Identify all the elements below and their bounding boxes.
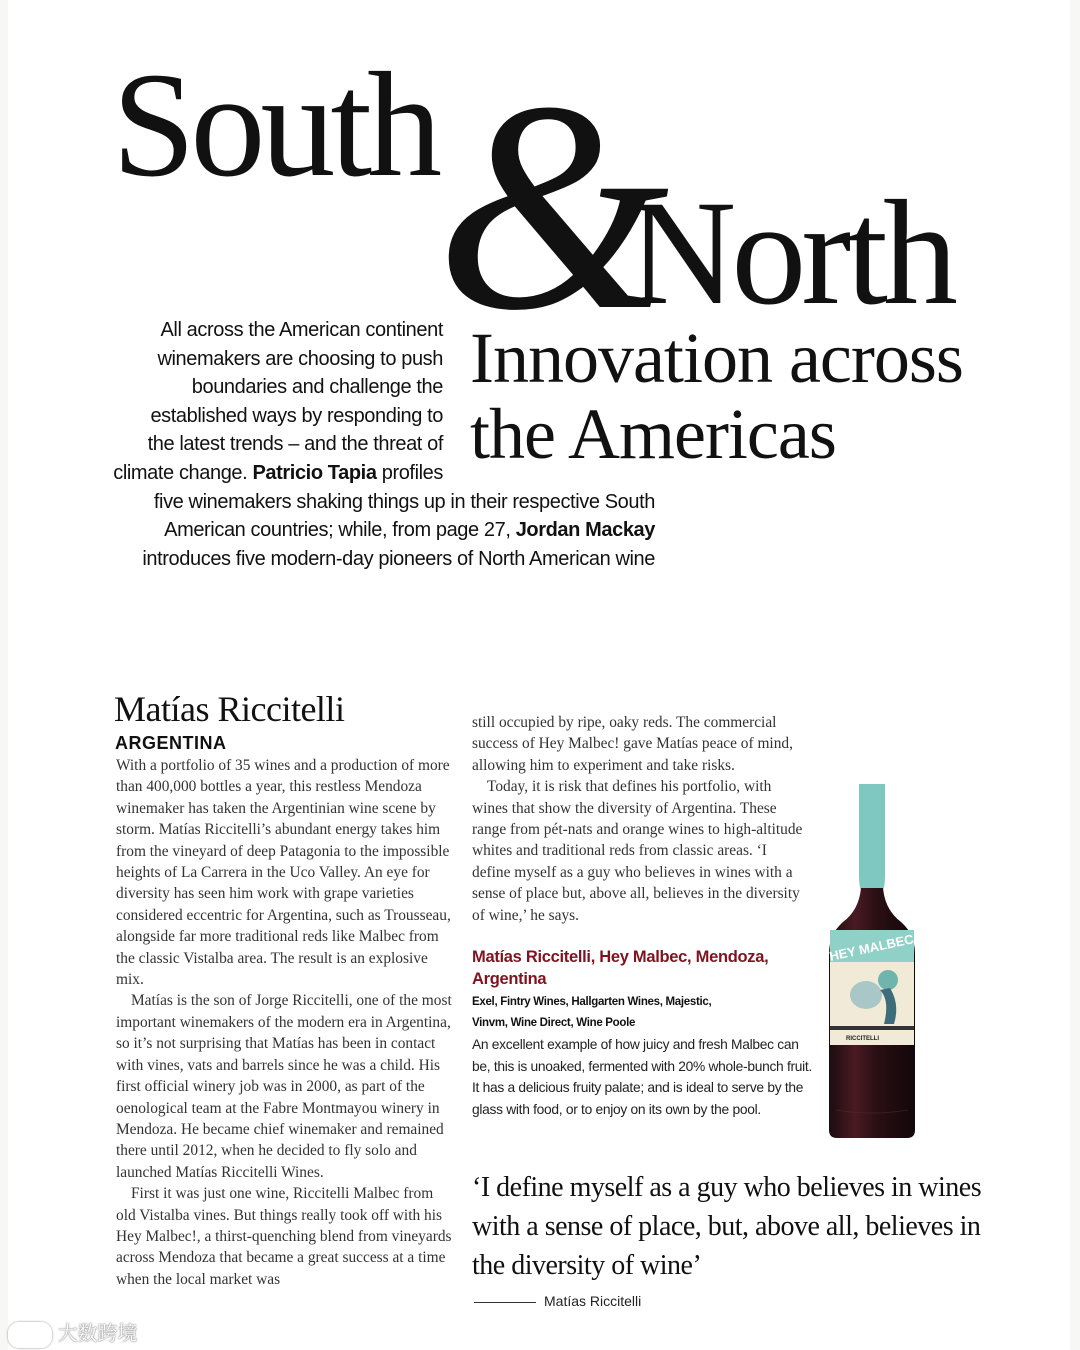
- wine-bottle-image: [826, 780, 918, 1140]
- standfirst-line: the latest trends – and the threat of: [147, 433, 443, 456]
- headline-south: South: [112, 42, 438, 208]
- author-jordan-mackay: Jordan Mackay: [515, 519, 655, 542]
- standfirst-line: boundaries and challenge the: [191, 376, 443, 399]
- pull-quote-rule: [474, 1302, 536, 1303]
- bottle-label-text: HEY MALBEC: [827, 931, 915, 964]
- standfirst-text: American countries; while, from page 27,: [164, 519, 516, 542]
- headline-ampersand: &: [436, 40, 670, 372]
- standfirst-line: established ways by responding to: [150, 404, 443, 427]
- body-column-left: [116, 755, 452, 1290]
- wine-pick-stockists: Exel, Fintry Wines, Hallgarten Wines, Majestic, Vinvm, Wine Direct, Wine Poole: [472, 996, 712, 1029]
- body-column-right: [472, 712, 808, 926]
- watermark-text: 大数跨境: [57, 1323, 138, 1345]
- standfirst-line: [103, 516, 655, 545]
- headline-north: North: [628, 170, 953, 336]
- pull-quote-author: Matías Riccitelli: [544, 1293, 642, 1309]
- standfirst-text: profiles: [376, 461, 443, 484]
- bottle-brand-text: RICCITELLI: [846, 1036, 879, 1042]
- watermark-logo-icon: [8, 1322, 52, 1348]
- body-paragraph: still occupied by ripe, oaky reds. The commercial success of Hey Malbec! gave Matías peace of mind, allowing him to experiment and take risks.: [472, 714, 793, 774]
- body-paragraph: First it was just one wine, Riccitelli Malbec from old Vistalba vines. But things really took off with his Hey Malbec!, a thirst-quenching blend from vineyards across Mendoza that became a great success at a time when the local market was: [116, 1185, 452, 1288]
- body-paragraph: Today, it is risk that defines his portfolio, with wines that show the diversity of Argentina. These range from pét-nats and orange wines to high-altitude whites and traditional reds from classic areas. ‘I define myself as a guy who believes in wines with a sense of place but, above all, believes in the diversity of wine,’ he says.: [472, 778, 803, 924]
- standfirst-line: introduces five modern-day pioneers of North American wine: [142, 547, 655, 570]
- body-paragraph: With a portfolio of 35 wines and a production of more than 400,000 bottles a year, this restless Mendoza winemaker has taken the Argentinian wine scene by storm. Matías Riccitelli’s abundant energy takes him from the vineyard of deep Patagonia to the impossible heights of La Carrera in the Uco Valley. An eye for diversity has seen him work with grape varieties considered eccentric for Argentina, such as Trousseau, alongside far more traditional reds like Malbec from the classic Vistalba area. The result is an explosive mix.: [116, 757, 451, 989]
- standfirst-text: climate change.: [113, 461, 253, 484]
- bottle-capsule: [859, 784, 885, 890]
- standfirst: [103, 316, 655, 573]
- subtitle-line-1: Innovation across: [470, 318, 963, 398]
- standfirst-line: [103, 459, 655, 488]
- pull-quote: ‘I define myself as a guy who believes in wines with a sense of place, but, above all, believes in the diversity of wine’: [472, 1172, 982, 1281]
- magazine-page: [8, 0, 1070, 1350]
- standfirst-line: All across the American continent: [160, 319, 443, 341]
- body-paragraph: Matías is the son of Jorge Riccitelli, one of the most important winemakers of the modern era in Argentina, so it’s not surprising that Matías has been in contact with vines, vats and barrels since he was a child. His first official winery job was in 2000, as part of the oenological team at the Fabre Montmayou winery in Mendoza. He became chief winemaker and remained there until 2012, when he decided to fly solo and launched Matías Riccitelli Wines.: [116, 992, 452, 1181]
- standfirst-line: five winemakers shaking things up in their respective South: [153, 490, 655, 513]
- profile-name: Matías Riccitelli: [114, 689, 345, 729]
- standfirst-line: winemakers are choosing to push: [157, 347, 443, 370]
- wine-pick-title: Matías Riccitelli, Hey Malbec, Mendoza, Argentina: [472, 948, 769, 988]
- watermark: [8, 1317, 138, 1348]
- wine-pick-tasting-note: An excellent example of how juicy and fresh Malbec can be, this is unoaked, fermented with 20% whole-bunch fruit. It has a delicious fruity palate; and is ideal to serve by the glass with food, or to enjoy on its own by the pool.: [472, 1037, 812, 1117]
- author-patricio-tapia: Patricio Tapia: [252, 461, 377, 484]
- profile-country: ARGENTINA: [115, 733, 227, 753]
- subtitle-line-2: the Americas: [470, 394, 836, 474]
